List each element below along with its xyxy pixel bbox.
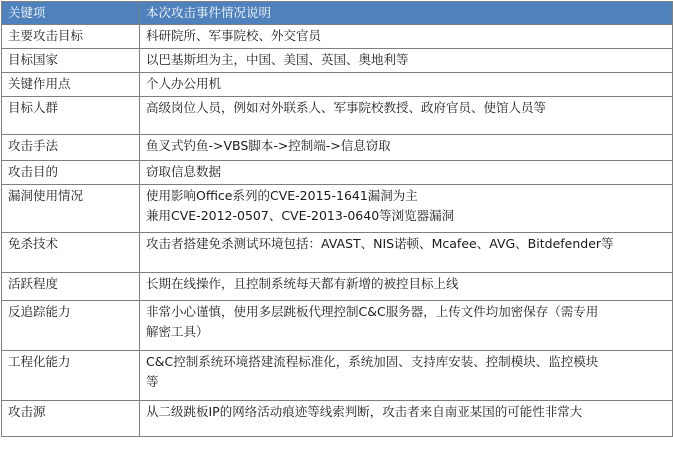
row-key: 反追踪能力 <box>2 301 140 351</box>
row-value <box>140 97 673 135</box>
table-row <box>2 273 673 301</box>
row-value <box>140 233 673 273</box>
table-row <box>2 135 673 161</box>
table-row <box>2 233 673 273</box>
table-row <box>2 301 673 351</box>
attack-summary-table-container <box>1 1 672 462</box>
table-row <box>2 25 673 49</box>
row-key: 攻击目的 <box>2 161 140 185</box>
row-value-line: 从二级跳板IP的网络活动痕迹等线索判断，攻击者来自南亚某国的可能性非常大 <box>146 404 583 419</box>
row-value <box>140 49 673 73</box>
row-value-line: 等 <box>146 374 159 389</box>
row-value-line: 使用影响Office系列的CVE-2015-1641漏洞为主 <box>146 188 418 203</box>
table-row <box>2 49 673 73</box>
row-key: 目标人群 <box>2 97 140 135</box>
row-value-line: 兼用CVE-2012-0507、CVE-2013-0640等浏览器漏洞 <box>146 208 455 223</box>
row-value <box>140 273 673 301</box>
row-value-line: 科研院所、军事院校、外交官员 <box>146 28 322 43</box>
table-row <box>2 351 673 401</box>
row-value <box>140 185 673 233</box>
row-value <box>140 351 673 401</box>
row-value <box>140 73 673 97</box>
row-key: 漏洞使用情况 <box>2 185 140 233</box>
table-row <box>2 401 673 437</box>
row-value-line: C&C控制系统环境搭建流程标准化，系统加固、支持库安装、控制模块、监控模块 <box>146 354 599 369</box>
table-row <box>2 97 673 135</box>
row-key: 活跃程度 <box>2 273 140 301</box>
table-row <box>2 73 673 97</box>
row-value-line: 个人办公用机 <box>146 76 222 91</box>
row-value-line: 解密工具） <box>146 324 209 339</box>
row-value-line: 攻击者搭建免杀测试环境包括：AVAST、NIS诺顿、Mcafee、AVG、Bitdefender等 <box>146 236 614 251</box>
table-header-row <box>2 2 673 25</box>
row-key: 攻击手法 <box>2 135 140 161</box>
row-key: 目标国家 <box>2 49 140 73</box>
row-value <box>140 161 673 185</box>
row-value <box>140 301 673 351</box>
row-key: 免杀技术 <box>2 233 140 273</box>
row-value-line: 窃取信息数据 <box>146 164 222 179</box>
row-key: 工程化能力 <box>2 351 140 401</box>
row-key: 主要攻击目标 <box>2 25 140 49</box>
row-key: 攻击源 <box>2 401 140 437</box>
table-row <box>2 161 673 185</box>
row-value <box>140 401 673 437</box>
row-value-line: 高级岗位人员，例如对外联系人、军事院校教授、政府官员、使馆人员等 <box>146 100 547 115</box>
header-description: 本次攻击事件情况说明 <box>140 2 673 25</box>
header-key: 关键项 <box>2 2 140 25</box>
row-value <box>140 135 673 161</box>
row-value-line: 以巴基斯坦为主，中国、美国、英国、奥地利等 <box>146 52 409 67</box>
table-row <box>2 185 673 233</box>
row-value-line: 鱼叉式钓鱼->VBS脚本->控制端->信息窃取 <box>146 138 391 153</box>
row-key: 关键作用点 <box>2 73 140 97</box>
row-value <box>140 25 673 49</box>
row-value-line: 非常小心谨慎，使用多层跳板代理控制C&C服务器，上传文件均加密保存（需专用 <box>146 304 599 319</box>
row-value-line: 长期在线操作，且控制系统每天都有新增的被控目标上线 <box>146 276 459 291</box>
attack-summary-table <box>1 1 673 437</box>
